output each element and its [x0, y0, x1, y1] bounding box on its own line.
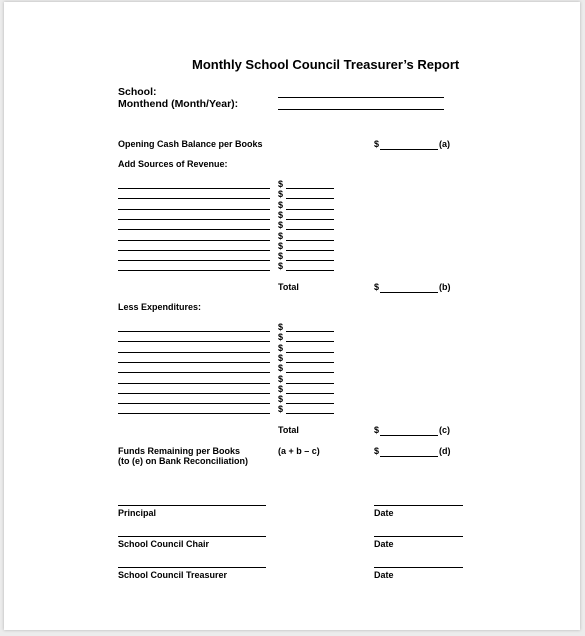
chair-signature-line[interactable] — [118, 536, 266, 537]
revenue-item-dollar-sign: $ — [278, 251, 284, 262]
principal-label: Principal — [118, 508, 157, 518]
revenue-item-description-line[interactable] — [118, 270, 270, 271]
funds-formula: (a + b – c) — [278, 446, 320, 456]
expense-item-amount-line[interactable] — [286, 383, 334, 384]
expense-item-description-line[interactable] — [118, 362, 270, 363]
revenue-item-amount-line[interactable] — [286, 260, 334, 261]
revenue-item-amount-line[interactable] — [286, 270, 334, 271]
principal-date-line[interactable] — [374, 505, 463, 506]
marker-d: (d) — [439, 446, 451, 456]
revenue-item-dollar-sign: $ — [278, 199, 284, 210]
revenue-heading: Add Sources of Revenue: — [118, 159, 228, 169]
expense-item-amount-line[interactable] — [286, 352, 334, 353]
expense-item-description-line[interactable] — [118, 383, 270, 384]
revenue-item-description-line[interactable] — [118, 260, 270, 261]
principal-signature-line[interactable] — [118, 505, 266, 506]
expense-item-dollar-sign: $ — [278, 332, 284, 343]
funds-remaining-note: (to (e) on Bank Reconciliation) — [118, 456, 249, 466]
treasurer-date-line[interactable] — [374, 567, 463, 568]
revenue-total-field[interactable] — [380, 292, 438, 293]
expense-total-label: Total — [278, 425, 299, 435]
revenue-item-amount-line[interactable] — [286, 209, 334, 210]
opening-dollar-sign: $ — [374, 139, 380, 149]
expense-item-dollar-sign: $ — [278, 404, 284, 415]
treasurer-label: School Council Treasurer — [118, 570, 228, 580]
revenue-item-dollar-sign: $ — [278, 261, 284, 272]
expense-item-description-line[interactable] — [118, 413, 270, 414]
funds-dollar-sign: $ — [374, 446, 380, 456]
monthend-label: Monthend (Month/Year): — [118, 98, 239, 110]
revenue-item-description-line[interactable] — [118, 229, 270, 230]
revenue-dollar-sign: $ — [374, 282, 380, 292]
expenditures-heading: Less Expenditures: — [118, 302, 202, 312]
chair-label: School Council Chair — [118, 539, 210, 549]
expense-item-dollar-sign: $ — [278, 373, 284, 384]
revenue-item-description-line[interactable] — [118, 209, 270, 210]
expense-item-amount-line[interactable] — [286, 331, 334, 332]
revenue-item-description-line[interactable] — [118, 188, 270, 189]
opening-balance-label: Opening Cash Balance per Books — [118, 139, 263, 149]
revenue-item-dollar-sign: $ — [278, 189, 284, 200]
expense-item-dollar-sign: $ — [278, 363, 284, 374]
treasurer-signature-line[interactable] — [118, 567, 266, 568]
revenue-item-description-line[interactable] — [118, 240, 270, 241]
treasurer-date-label: Date — [374, 570, 394, 580]
expense-item-dollar-sign: $ — [278, 342, 284, 353]
chair-date-label: Date — [374, 539, 394, 549]
expense-item-description-line[interactable] — [118, 393, 270, 394]
revenue-item-amount-line[interactable] — [286, 219, 334, 220]
monthend-field[interactable] — [278, 109, 444, 110]
revenue-total-label: Total — [278, 282, 299, 292]
revenue-item-amount-line[interactable] — [286, 240, 334, 241]
funds-remaining-field[interactable] — [380, 456, 438, 457]
school-field[interactable] — [278, 97, 444, 98]
expense-item-amount-line[interactable] — [286, 403, 334, 404]
revenue-item-dollar-sign: $ — [278, 179, 284, 189]
expense-item-description-line[interactable] — [118, 352, 270, 353]
expense-item-dollar-sign: $ — [278, 322, 284, 332]
revenue-item-description-line[interactable] — [118, 219, 270, 220]
marker-c: (c) — [439, 425, 450, 435]
revenue-item-amount-line[interactable] — [286, 188, 334, 189]
expense-item-dollar-sign: $ — [278, 383, 284, 394]
expense-item-description-line[interactable] — [118, 372, 270, 373]
chair-date-line[interactable] — [374, 536, 463, 537]
expense-item-amount-line[interactable] — [286, 413, 334, 414]
expense-item-description-line[interactable] — [118, 403, 270, 404]
expense-item-amount-line[interactable] — [286, 362, 334, 363]
school-label: School: — [118, 86, 157, 98]
expense-item-dollar-sign: $ — [278, 394, 284, 405]
expense-item-description-line[interactable] — [118, 341, 270, 342]
principal-date-label: Date — [374, 508, 394, 518]
expense-dollar-sign: $ — [374, 425, 380, 435]
funds-remaining-label: Funds Remaining per Books — [118, 446, 241, 456]
expense-item-description-line[interactable] — [118, 331, 270, 332]
expense-item-amount-line[interactable] — [286, 341, 334, 342]
revenue-item-amount-line[interactable] — [286, 198, 334, 199]
revenue-item-dollar-sign: $ — [278, 240, 284, 251]
revenue-item-dollar-sign: $ — [278, 230, 284, 241]
revenue-item-dollar-sign: $ — [278, 209, 284, 220]
report-page — [4, 2, 580, 630]
marker-b: (b) — [439, 282, 451, 292]
opening-balance-field[interactable] — [380, 149, 438, 150]
revenue-item-description-line[interactable] — [118, 198, 270, 199]
expense-total-field[interactable] — [380, 435, 438, 436]
expense-item-amount-line[interactable] — [286, 393, 334, 394]
report-title: Monthly School Council Treasurer’s Report — [192, 57, 460, 72]
revenue-item-description-line[interactable] — [118, 250, 270, 251]
expense-item-amount-line[interactable] — [286, 372, 334, 373]
revenue-item-dollar-sign: $ — [278, 220, 284, 231]
revenue-item-amount-line[interactable] — [286, 250, 334, 251]
marker-a: (a) — [439, 139, 450, 149]
revenue-item-amount-line[interactable] — [286, 229, 334, 230]
expense-item-dollar-sign: $ — [278, 352, 284, 363]
